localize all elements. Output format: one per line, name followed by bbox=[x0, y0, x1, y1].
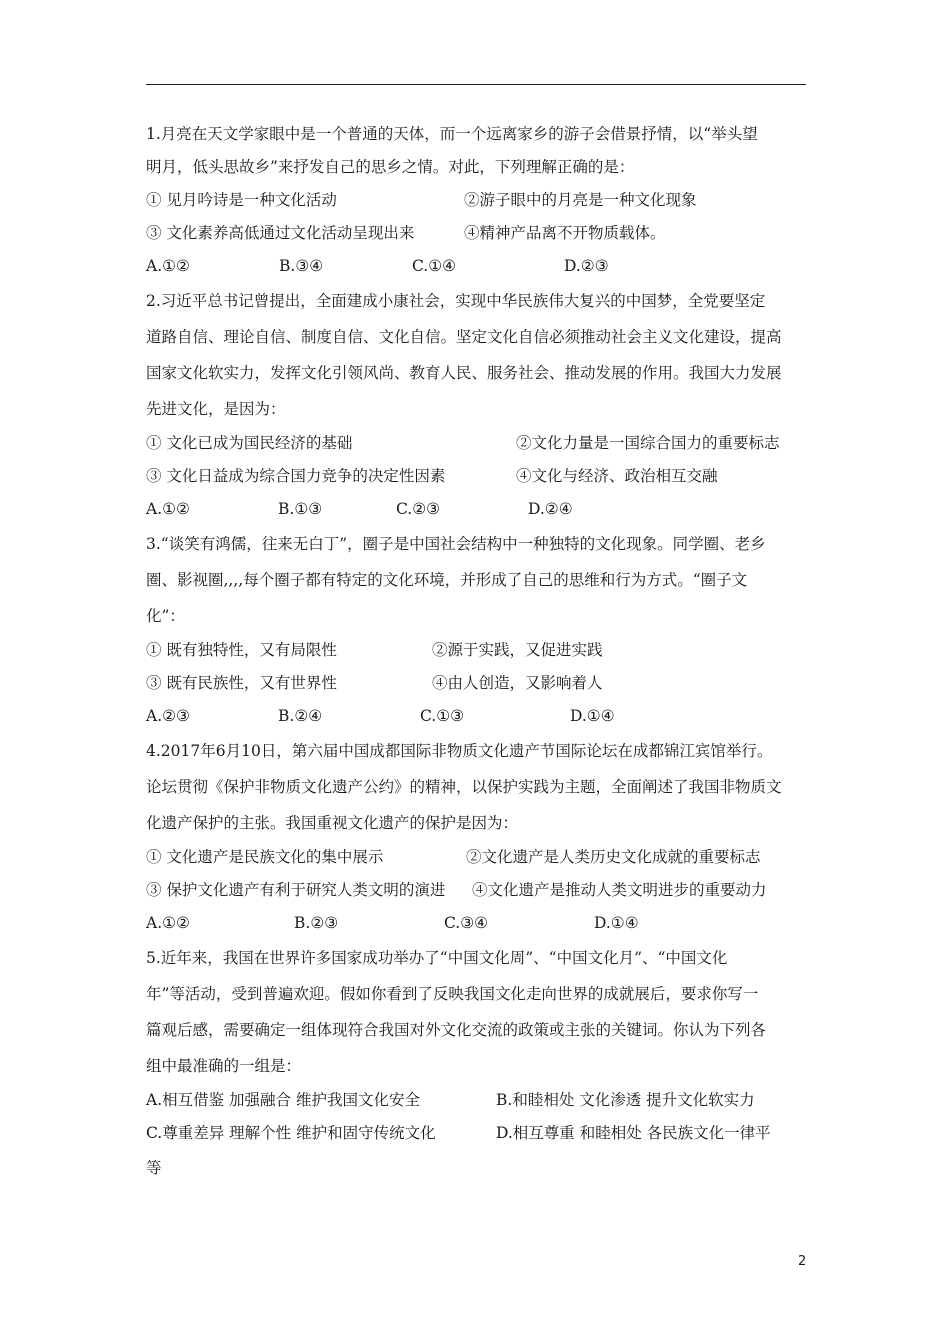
q1-choice-a: A.①② bbox=[146, 257, 190, 275]
q5-stem-line: 年”等活动，受到普遍欢迎。假如你看到了反映我国文化走向世界的成就展后，要求你写一 bbox=[146, 985, 759, 1003]
q3-choice-a: A.②③ bbox=[146, 707, 190, 725]
q5-choices-row bbox=[146, 1084, 826, 1117]
q1-choices bbox=[146, 250, 826, 283]
q4-statement-4: ④文化遗产是推动人类文明进步的重要动力 bbox=[472, 881, 767, 899]
q1-choice-b: B.③④ bbox=[279, 257, 324, 275]
q1-stem-line: 1.月亮在天文学家眼中是一个普通的天体，而一个远离家乡的游子会借景抒情，以“举头望 bbox=[146, 125, 758, 143]
q5-choice-d: D.相互尊重 和睦相处 各民族文化一律平 bbox=[496, 1124, 771, 1142]
q4-statement-3: ③ 保护文化遗产有利于研究人类文明的演进 bbox=[146, 881, 446, 899]
q2-statement-2: ②文化力量是一国综合国力的重要标志 bbox=[516, 434, 780, 452]
q1-choice-d: D.②③ bbox=[564, 257, 609, 275]
q5-stem-line: 5.近年来，我国在世界许多国家成功举办了“中国文化周”、“中国文化月”、“中国文化 bbox=[146, 949, 728, 967]
q4-stem-line: 化遗产保护的主张。我国重视文化遗产的保护是因为： bbox=[146, 814, 519, 832]
q4-stem-line: 4.2017年6月10日，第六届中国成都国际非物质文化遗产节国际论坛在成都锦江宾馆举行。 bbox=[146, 742, 773, 760]
q3-choices bbox=[146, 700, 826, 733]
q3-statement-row bbox=[146, 634, 826, 667]
q5-choice-d-continued: 等 bbox=[146, 1159, 162, 1177]
q3-statement-3: ③ 既有民族性，又有世界性 bbox=[146, 674, 337, 692]
q3-choice-b: B.②④ bbox=[278, 707, 323, 725]
q1-statement-1: ① 见月吟诗是一种文化活动 bbox=[146, 191, 337, 209]
q4-statement-1: ① 文化遗产是民族文化的集中展示 bbox=[146, 848, 384, 866]
q4-stem-line: 论坛贯彻《保护非物质文化遗产公约》的精神，以保护实践为主题，全面阐述了我国非物质文 bbox=[146, 778, 782, 796]
q1-choice-c: C.①④ bbox=[412, 257, 457, 275]
q2-statement-row bbox=[146, 427, 826, 460]
page-content bbox=[146, 118, 826, 1186]
q2-statement-1: ① 文化已成为国民经济的基础 bbox=[146, 434, 353, 452]
q3-statement-4: ④由人创造，又影响着人 bbox=[432, 674, 603, 692]
q5-stem-line: 篇观后感，需要确定一组体现符合我国对外文化交流的政策或主张的关键词。你认为下列各 bbox=[146, 1021, 767, 1039]
q4-choice-b: B.②③ bbox=[294, 914, 339, 932]
q1-statement-2: ②游子眼中的月亮是一种文化现象 bbox=[464, 191, 697, 209]
q2-statement-row bbox=[146, 460, 826, 493]
q4-statement-row bbox=[146, 841, 826, 874]
q4-statement-2: ②文化遗产是人类历史文化成就的重要标志 bbox=[466, 848, 761, 866]
q4-choice-c: C.③④ bbox=[444, 914, 489, 932]
q5-choices-row bbox=[146, 1117, 826, 1150]
q1-statement-4: ④精神产品离不开物质载体。 bbox=[464, 224, 666, 242]
q3-choice-c: C.①③ bbox=[420, 707, 465, 725]
q5-stem-line: 组中最准确的一组是： bbox=[146, 1057, 302, 1075]
q1-statement-row bbox=[146, 184, 826, 217]
q3-statement-1: ① 既有独特性，又有局限性 bbox=[146, 641, 337, 659]
q4-statement-row bbox=[146, 874, 826, 907]
q2-stem-line: 道路自信、理论自信、制度自信、文化自信。坚定文化自信必须推动社会主义文化建设，提高 bbox=[146, 328, 782, 346]
q3-stem-line: 化”： bbox=[146, 607, 185, 625]
header-rule bbox=[146, 84, 806, 85]
q3-stem-line: 3.“谈笑有鸿儒，往来无白丁”，圈子是中国社会结构中一种独特的文化现象。同学圈、老乡 bbox=[146, 535, 766, 553]
q1-stem-line: 明月，低头思故乡”来抒发自己的思乡之情。对此，下列理解正确的是： bbox=[146, 158, 635, 176]
q2-choice-d: D.②④ bbox=[528, 500, 573, 518]
q1-statement-3: ③ 文化素养高低通过文化活动呈现出来 bbox=[146, 224, 415, 242]
q2-statement-3: ③ 文化日益成为综合国力竞争的决定性因素 bbox=[146, 467, 446, 485]
q3-stem-line: 圈、影视圈,,,,每个圈子都有特定的文化环境，并形成了自己的思维和行为方式。“圈子文 bbox=[146, 571, 748, 589]
q3-choice-d: D.①④ bbox=[570, 707, 615, 725]
q1-statement-row bbox=[146, 217, 826, 250]
q3-statement-row bbox=[146, 667, 826, 700]
q5-choice-b: B.和睦相处 文化渗透 提升文化软实力 bbox=[496, 1091, 755, 1109]
q2-stem-line: 先进文化，是因为： bbox=[146, 400, 286, 418]
q4-choice-d: D.①④ bbox=[594, 914, 639, 932]
q5-choice-a: A.相互借鉴 加强融合 维护我国文化安全 bbox=[146, 1091, 420, 1109]
q2-stem-line: 国家文化软实力，发挥文化引领风尚、教育人民、服务社会、推动发展的作用。我国大力发展 bbox=[146, 364, 782, 382]
q5-choice-c: C.尊重差异 理解个性 维护和固守传统文化 bbox=[146, 1124, 436, 1142]
q3-statement-2: ②源于实践，又促进实践 bbox=[432, 641, 603, 659]
q4-choice-a: A.①② bbox=[146, 914, 190, 932]
q4-choices bbox=[146, 907, 826, 940]
q2-stem-line: 2.习近平总书记曾提出，全面建成小康社会，实现中华民族伟大复兴的中国梦，全党要坚定 bbox=[146, 292, 766, 310]
q2-choice-b: B.①③ bbox=[278, 500, 323, 518]
q2-choices bbox=[146, 493, 826, 526]
q2-statement-4: ④文化与经济、政治相互交融 bbox=[516, 467, 718, 485]
q2-choice-a: A.①② bbox=[146, 500, 190, 518]
page-number: 2 bbox=[798, 1254, 807, 1269]
q2-choice-c: C.②③ bbox=[396, 500, 441, 518]
